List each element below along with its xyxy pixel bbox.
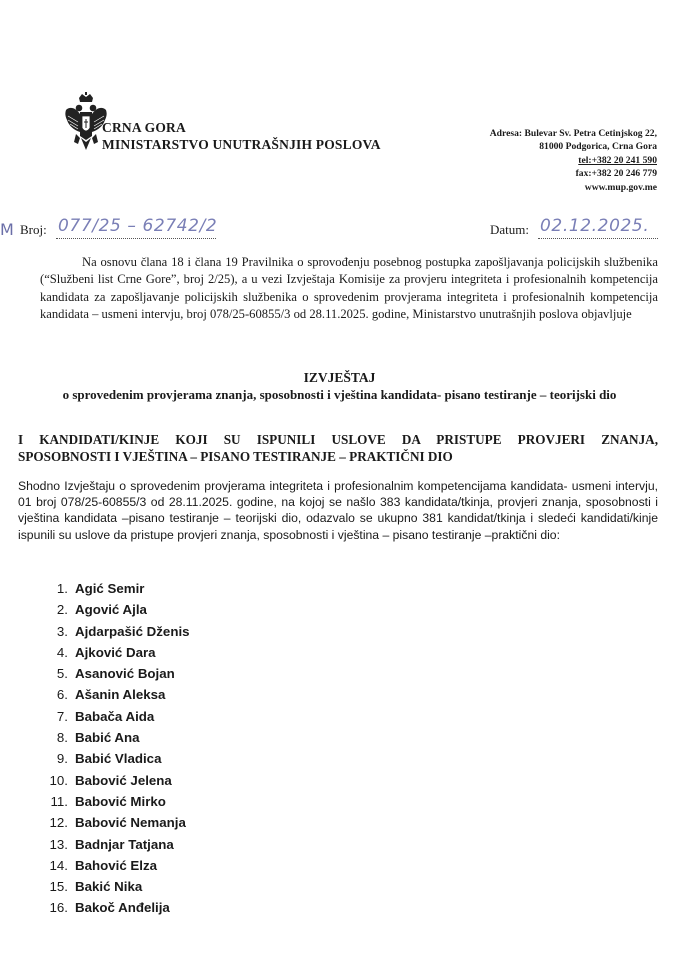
list-item — [34, 837, 434, 858]
list-item — [34, 858, 434, 879]
list-item-number: 1. — [56, 581, 68, 596]
section-heading-line2: SPOSOBNOSTI I VJEŠTINA – PISANO TESTIRANJE – PRAKTIČNI DIO — [18, 449, 453, 464]
intro-paragraph: Na osnovu člana 18 i člana 19 Pravilnika o sprovođenju posebnog postupka zapošljavanja policijskih službenika (“Službeni list Crne Gore”, broj 2/25), a u vezi Izvještaja Komisije za provjeru integriteta i profesionalnih kompetencija kandidata za zapošljavanje policijskih službenika o sprovedenim provjerama integriteta i profesionalnih kompetencija kandidata – usmeni intervju, broj 078/25-60855/3 od 28.11.2025. godine, Ministarstvo unutrašnjih poslova objavljuje — [40, 255, 658, 322]
section-heading-line1: I KANDIDATI/KINJE KOJI SU ISPUNILI USLOVE DA PRISTUPE PROVJERI ZNANJA, — [18, 432, 658, 447]
list-item-name: Babača Aida — [75, 708, 155, 724]
list-item — [34, 709, 434, 730]
list-item-number: 12. — [49, 815, 68, 831]
list-item-name: Agović Ajla — [75, 602, 147, 618]
list-item-name: Ajdarpašić Dženis — [75, 623, 190, 639]
list-item-name: Ašanin Aleksa — [75, 687, 166, 703]
address-street: Adresa: Bulevar Sv. Petra Cetinjskog 22, — [489, 128, 657, 139]
list-item-name: Babić Ana — [75, 730, 140, 746]
address-city: 81000 Podgorica, Crna Gora — [539, 141, 657, 153]
list-item-number: 16. — [49, 900, 68, 916]
list-item — [34, 666, 434, 687]
candidate-list — [34, 581, 434, 922]
list-item — [34, 773, 434, 794]
list-item-name: Babović Mirko — [75, 793, 166, 809]
list-item-number: 13. — [49, 836, 68, 852]
list-item-number: 7. — [56, 708, 68, 724]
list-item-number: 3. — [56, 623, 68, 639]
list-item-name: Bakoč Anđelija — [75, 900, 170, 916]
list-item — [34, 687, 434, 708]
list-item-name: Ajković Dara — [75, 644, 156, 660]
list-item-name: Babić Vladica — [75, 751, 162, 767]
org-country: CRNA GORA — [102, 120, 186, 135]
list-item-name: Babović Nemanja — [75, 815, 186, 831]
list-item-number: 6. — [56, 687, 68, 703]
list-item — [34, 581, 434, 602]
list-item-number: 4. — [56, 644, 68, 660]
list-item-name: Badnjar Tatjana — [75, 836, 174, 852]
list-item-number: 11. — [50, 793, 68, 809]
list-item-number: 5. — [56, 666, 68, 682]
list-item-number: 2. — [56, 602, 68, 618]
section-paragraph: Shodno Izvještaju o sprovedenim provjerama integriteta i profesionalnim kompetencijama kandidata- usmeni intervju, 01 broj 078/25-60855/3 od 28.11.2025. godine, na kojoj se našlo 383 kandidata/tkinja, provjeri znanja, sposobnosti i vještina kandidata –pisano testiranje – teorijski dio, odazvalo se ukupno 381 kandidat/tkinja i sledeći kandidati/kinje ispunili su uslove da pristupe provjeri znanja, sposobnosti i vještina – pisano testiranje –praktični dio: — [18, 479, 658, 542]
broj-label: Broj: — [20, 222, 47, 237]
list-item-number: 10. — [49, 772, 68, 788]
list-item — [34, 794, 434, 815]
list-item — [34, 645, 434, 666]
list-item — [34, 602, 434, 623]
broj-dotted-line — [56, 238, 216, 239]
list-item-name: Bakić Nika — [75, 879, 143, 895]
report-subtitle: o sprovedenim provjerama znanja, sposobnosti i vještina kandidata- pisano testiranje – teorijski dio — [62, 387, 617, 402]
address-fax: fax:+382 20 246 779 — [575, 168, 657, 180]
report-title: IZVJEŠTAJ — [303, 370, 376, 385]
list-item — [34, 624, 434, 645]
list-item-name: Babović Jelena — [75, 772, 172, 788]
datum-dotted-line — [538, 238, 658, 239]
list-item-number: 9. — [56, 751, 68, 767]
datum-label: Datum: — [490, 222, 529, 237]
list-item-number: 15. — [49, 879, 68, 895]
list-item — [34, 900, 434, 921]
list-item-name: Asanović Bojan — [75, 666, 175, 682]
list-item-number: 8. — [56, 730, 68, 746]
list-item — [34, 815, 434, 836]
org-ministry: MINISTARSTVO UNUTRAŠNJIH POSLOVA — [102, 137, 381, 152]
list-item-name: Agić Semir — [75, 581, 145, 596]
address-tel: tel:+382 20 241 590 — [578, 154, 657, 166]
list-item — [34, 730, 434, 751]
list-item — [34, 751, 434, 772]
list-item — [34, 879, 434, 900]
margin-mark: M — [0, 220, 14, 239]
broj-handwritten-value: 077/25 – 62742/2 — [58, 216, 218, 236]
address-block — [397, 127, 657, 194]
list-item-name: Bahović Elza — [75, 857, 158, 873]
list-item-number: 14. — [49, 857, 68, 873]
address-web: www.mup.gov.me — [584, 181, 657, 193]
datum-handwritten-value: 02.12.2025. — [540, 216, 650, 236]
